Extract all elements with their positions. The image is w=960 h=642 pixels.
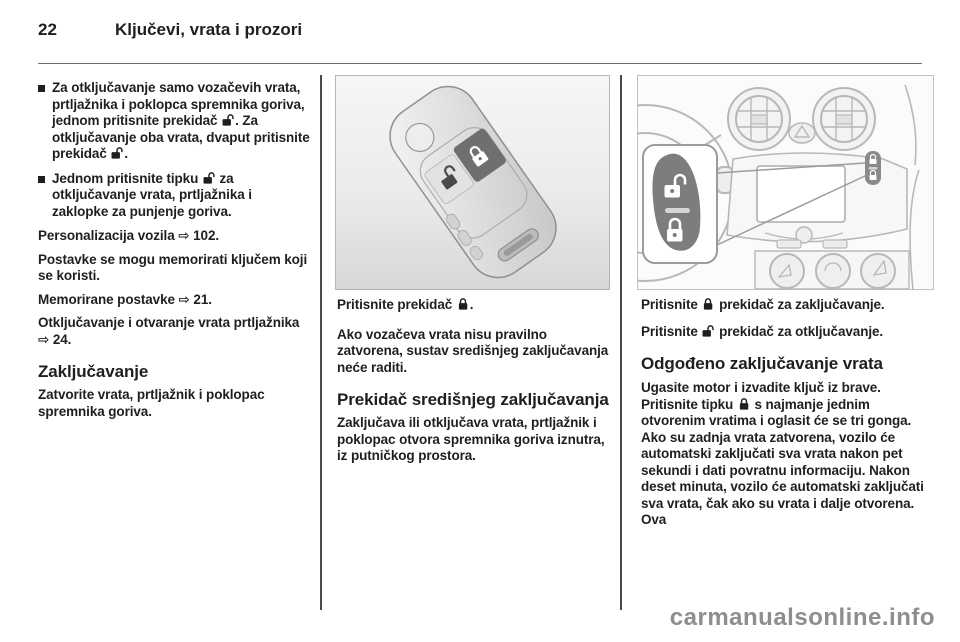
- dashboard-figure: [637, 75, 934, 290]
- list-item: [38, 80, 310, 163]
- section-heading-locking: Zaključavanje: [38, 362, 149, 381]
- bullet-text: Za otključavanje samo vozačevih vrata, prtljažnika i poklopca spremnika goriva, jednom pritisnite prekidač . Za otključavanje oba vrata, dvaput pritisnite prekidač .: [52, 80, 310, 161]
- central-locking-switch-small: [865, 151, 881, 185]
- body-paragraph: Postavke se mogu memorirati ključem koji se koristi.: [38, 251, 308, 283]
- column-divider-left: [320, 75, 322, 610]
- figure-caption-lock: Pritisnite prekidač za zaključavanje.: [641, 297, 885, 312]
- unlock-icon: [702, 324, 714, 338]
- column-left: [38, 80, 310, 428]
- column-divider-right: [620, 75, 622, 610]
- cross-reference: Personalizacija vozila ⇨ 102.: [38, 228, 220, 243]
- cross-reference: Otključavanje i otvaranje vrata prtljažnika ⇨ 24.: [38, 315, 300, 347]
- body-paragraph: Zatvorite vrata, prtljažnik i poklopac spremnika goriva.: [38, 387, 265, 419]
- unlock-icon: [111, 146, 123, 160]
- body-paragraph: Ugasite motor i izvadite ključ iz brave. Pritisnite tipku s najmanje jednim otvorenim vratima i oglasit će se tri gonga. Ako su zadnja vrata zatvorena, vozilo će automatski zaključati sva vrata nakon pet sekundi i dati povratnu informaciju. Nakon deset minuta, vozilo će automatski zaključati sva vrata, čak ako su vrata i dalje otvorena. Ova: [641, 380, 924, 527]
- header-rule: [38, 63, 922, 64]
- dashboard-image: [637, 75, 934, 290]
- key-fob-image: [335, 75, 610, 290]
- body-paragraph: Zaključava ili otključava vrata, prtljažnik i poklopac otvora spremnika goriva iznutra, iz putničkog prostora.: [337, 415, 605, 463]
- unlock-options-list: [38, 80, 310, 220]
- lock-icon: [738, 397, 750, 411]
- unlock-icon: [203, 171, 215, 185]
- bullet-square: [38, 85, 45, 92]
- central-locking-switch-callout: [643, 145, 717, 263]
- figure-caption: Pritisnite prekidač .: [337, 297, 474, 312]
- figure-caption-unlock: Pritisnite prekidač za otključavanje.: [641, 323, 884, 339]
- key-fob-figure: [335, 75, 610, 290]
- chapter-title: Ključevi, vrata i prozori: [115, 20, 303, 39]
- page-number: 22: [38, 20, 57, 39]
- section-heading-delayed-locking: Odgođeno zaključavanje vrata: [641, 354, 883, 373]
- column-right: [641, 297, 934, 529]
- section-heading-central-locking: Prekidač središnjeg zaključavanja: [337, 390, 609, 409]
- lock-icon: [457, 297, 469, 311]
- cross-reference: Memorirane postavke ⇨ 21.: [38, 291, 212, 307]
- switch-separator-bar: [665, 208, 690, 213]
- watermark: carmanualsonline.info: [669, 604, 935, 631]
- bullet-square: [38, 176, 45, 183]
- bullet-text: Jednom pritisnite tipku za otključavanje vrata, prtljažnika i zaklopke za punjenje goriva.: [52, 170, 252, 219]
- column-middle: [337, 297, 610, 465]
- list-item: [38, 171, 310, 221]
- body-paragraph: Ako vozačeva vrata nisu pravilno zatvorena, sustav središnjeg zaključavanja neće raditi.: [337, 326, 609, 375]
- lock-icon: [702, 297, 714, 311]
- unlock-icon: [222, 113, 234, 127]
